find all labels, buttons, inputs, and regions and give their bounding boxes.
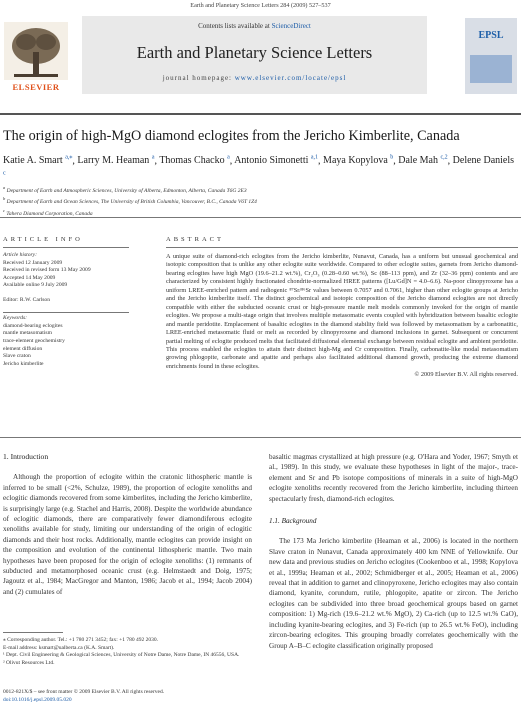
journal-homepage-line xyxy=(82,74,427,82)
abstract-bottom-rule xyxy=(0,437,521,438)
article-info-rule xyxy=(3,247,129,248)
sciencedirect-link[interactable]: ScienceDirect xyxy=(271,22,311,30)
article-info-heading: ARTICLE INFO xyxy=(3,236,83,243)
doi-link[interactable]: doi:10.1016/j.epsl.2009.05.020 xyxy=(3,696,72,703)
affiliation: $^c$ Tahera Diamond Corporation, Canada xyxy=(3,207,93,217)
author[interactable]: Thomas Chacko $^a$ xyxy=(159,155,230,167)
abstract-body xyxy=(166,253,518,380)
intro-paragraph-1: Although the proportion of eclogite within the cratonic lithospheric mantle is inferred to be small (<2%, Schulze, 1989), the proportion of eclogite xenoliths and eclogitic diamonds recovered from some kimberlites, including the Jericho kimberlite, is surprisingly large (e.g. Stachel and Harris, 2008). Despite the worldwide abundance of eclogitic diamonds, there are comparatively fewer diamondiferous eclogite xenoliths available for study, limiting our understanding of the origin of eclogitic diamonds and their host rocks. Additionally, mantle eclogites can provide insight on the composition and evolution of the continental lithospheric mantle. Two main hypotheses have been proposed for the origin of eclogite xenoliths: (1) remnants of subducted and metamorphosed oceanic crust (e.g. Helmstaedt and Doig, 1975; Jagoutz et al., 1984; MacGregor and Manton, 1986; Jacob et al., 1994; Jacob 2004) and (2) cumulates of xyxy=(3,473,252,596)
keyword: diamond-bearing eclogites xyxy=(3,322,63,329)
intro-paragraph-2: basaltic magmas crystallized at high pressure (e.g. O'Hara and Yoder, 1967; Smyth et al., 1989). In this study, we evaluate these hypotheses in light of the major-, trace-element and Sr and Pb isotope compositions of minerals in a suite of high-MgO eclogite xenoliths recently recovered from the Jericho kimberlite, including thirteen spectacularly fresh, diamond-rich eclogites. xyxy=(269,453,518,503)
left-column xyxy=(3,452,252,597)
contents-prefix: Contents lists available at xyxy=(198,22,272,30)
subsection-title-background: 1.1. Background xyxy=(269,517,317,526)
affiliations xyxy=(3,184,518,218)
keyword: trace-element geochemistry xyxy=(3,337,65,344)
footnote-affiliation-1: ¹ Dept. Civil Engineering & Geological Sciences, University of Notre Dame, Notre Dame, IN 46556, USA. xyxy=(3,652,240,659)
affiliation: $^b$ Department of Earth and Ocean Sciences, The University of British Columbia, Vancouver, B.C., Canada V6T 1Z4 xyxy=(3,196,257,206)
keyword: Slave craton xyxy=(3,353,31,360)
keywords-label: Keywords: xyxy=(3,315,28,322)
author[interactable]: Larry M. Heaman $^a$ xyxy=(77,155,155,167)
history-label: Article history: xyxy=(3,252,38,258)
header-rule xyxy=(0,113,521,115)
author[interactable]: Maya Kopylova $^b$ xyxy=(323,155,394,167)
abstract-heading: ABSTRACT xyxy=(166,236,224,243)
right-column xyxy=(269,452,518,651)
keyword: Jericho kimberlite xyxy=(3,360,44,367)
footnote-rule xyxy=(3,632,63,633)
history-online: Available online 9 July 2009 xyxy=(3,282,68,289)
author[interactable]: Antonio Simonetti $^{a,1}$ xyxy=(234,155,319,167)
homepage-link[interactable]: www.elsevier.com/locate/epsl xyxy=(234,74,347,82)
author[interactable]: Dale Mah $^{c,2}$ xyxy=(398,155,448,167)
elsevier-wordmark: ELSEVIER xyxy=(12,82,60,92)
journal-citation-line: Earth and Planetary Science Letters 284 (2009) 527–537 xyxy=(190,2,331,9)
cover-title: EPSL xyxy=(478,30,504,41)
affiliation: $^a$ Department of Earth and Atmospheric Sciences, University of Alberta, Edmonton, Alberta, Canada T6G 2E3 xyxy=(3,185,247,194)
footnote-email: E-mail address: ksmart@ualberta.ca (K.A. Smart). xyxy=(3,644,115,651)
issn-line: 0012-821X/$ – see front matter © 2009 Elsevier B.V. All rights reserved. xyxy=(3,689,165,695)
section-title-introduction: 1. Introduction xyxy=(3,452,49,461)
history-revised: Received in revised form 13 May 2009 xyxy=(3,267,91,274)
page-footer xyxy=(3,689,303,704)
footnotes xyxy=(3,637,252,667)
affiliation-rule xyxy=(0,217,521,218)
footnote-corresponding: ⁎ Corresponding author. Tel.: +1 780 271 3452; fax: +1 780 492 2030. xyxy=(3,637,158,643)
editor-line: Editor: R.W. Carlson xyxy=(3,296,51,303)
abstract-copyright: © 2009 Elsevier B.V. All rights reserved. xyxy=(414,371,518,379)
cover-graphic xyxy=(470,55,512,83)
keyword: mantle metasomatism xyxy=(3,330,52,337)
article-title: The origin of high-MgO diamond eclogites from the Jericho Kimberlite, Canada xyxy=(3,128,460,144)
contents-line xyxy=(82,22,427,30)
journal-title: Earth and Planetary Science Letters xyxy=(136,43,373,62)
homepage-prefix: journal homepage: xyxy=(162,74,235,82)
background-paragraph: The 173 Ma Jericho kimberlite (Heaman et al., 2006) is located in the northern Slave craton in Nunavut, Canada approximately 400 km NNE of Yellowknife. Our new data and previous studies on Jericho eclogites (Cookenboo et al., 1998; Kopylova et al., 1999a; Heaman et al., 2002; Schmidberger et al., 2005; Heaman et al., 2006) reveal that in addition to garnet and clinopyroxene, Jericho eclogites may also contain diamond, kyanite, corundum, rutile, phlogopite, apatite or zircon. The Jericho eclogites can be subdivided into three broad geochemical groups based on garnet composition: 1) Mg-rich (19.6–21.2 wt.% MgO), 2) Ca-rich (up to 12.5 wt.% CaO), including kyanite-bearing eclogites, and 3) Fe-rich (up to 26.5 wt.% FeO), including zircon-bearing eclogites. This grouping broadly correlates geochemically with the Group A–B–C eclogite classification originally proposed xyxy=(269,537,518,650)
author[interactable]: Katie A. Smart $^{a,⁎}$ xyxy=(3,155,73,167)
abstract-rule xyxy=(166,247,518,248)
keyword: element diffusion xyxy=(3,345,43,352)
author[interactable]: Delene Daniels $^c$ xyxy=(3,155,515,177)
history-accepted: Accepted 14 May 2009 xyxy=(3,274,56,281)
author-list: Katie A. Smart $^{a,⁎}$, Larry M. Heaman $^a$, Thomas Chacko $^a$, Antonio Simonetti $^{a,1}$, Maya Kopylova $^b$, Dale Mah $^{c,2}$, Delene Daniels $^c$ xyxy=(3,152,518,183)
footnote-affiliation-2: ² Olivut Resources Ltd. xyxy=(3,659,55,666)
abstract-text: A unique suite of diamond-rich eclogites from the Jericho kimberlite, Nunavut, Canada, has a uniform but unusual geochemical and isotopic composition that is unlike any other eclogite suite worldwide. Compared to other eclogite suites, garnets from Jericho diamond-bearing eclogites have high MgO (19.6–21.2 wt.%), Cr₂O₃ (0.28–0.60 wt.%), Sc (88–113 ppm), and Zr (32–36 ppm) contents and are characterized by consistent highly fractionated chondrite-normalized HREE patterns ([Lu/Gd]N = 4.0–6.6). Na-poor clinopyroxene has a uniform LREE-enriched pattern and radiogenic ⁸⁷Sr/⁸⁶Sr values between 0.7057 and 0.7061, higher than other eclogite groups at Jericho and the Jericho kimberlite itself. The distinct geochemical and isotopic composition of the Jericho diamond eclogites are not directly compatible with either the subducted oceanic crust or high-pressure mantle melt models commonly invoked for the origin of mantle eclogites. We propose a multi-stage origin that involves multiple metasomatic events coupled with hybridization between basaltic eclogite and mantle peridotite. Emplacement of basaltic eclogites in the diamond stability field was followed by metasomatism by a carbonatitic, LREE-enriched metasomatic fluid or melt as recorded by clinopyroxene and diamond inclusions in garnet. Subsequent or concurrent partial melting of eclogite produced melts that facilitated diffusional elemental exchange between residual eclogite and ambient peridotite. This process enabled the eclogites to attain their distinct high-Mg and Cr composition. Finally, carbonatite-like modal metasomatism growing phlogopite, carbonate and apatite and perhaps also facilitated additional diamond growth, producing the extreme diamond enrichments found in these eclogites. xyxy=(166,253,518,370)
history-received: Received 12 January 2009 xyxy=(3,259,63,266)
article-info-block xyxy=(3,252,129,368)
